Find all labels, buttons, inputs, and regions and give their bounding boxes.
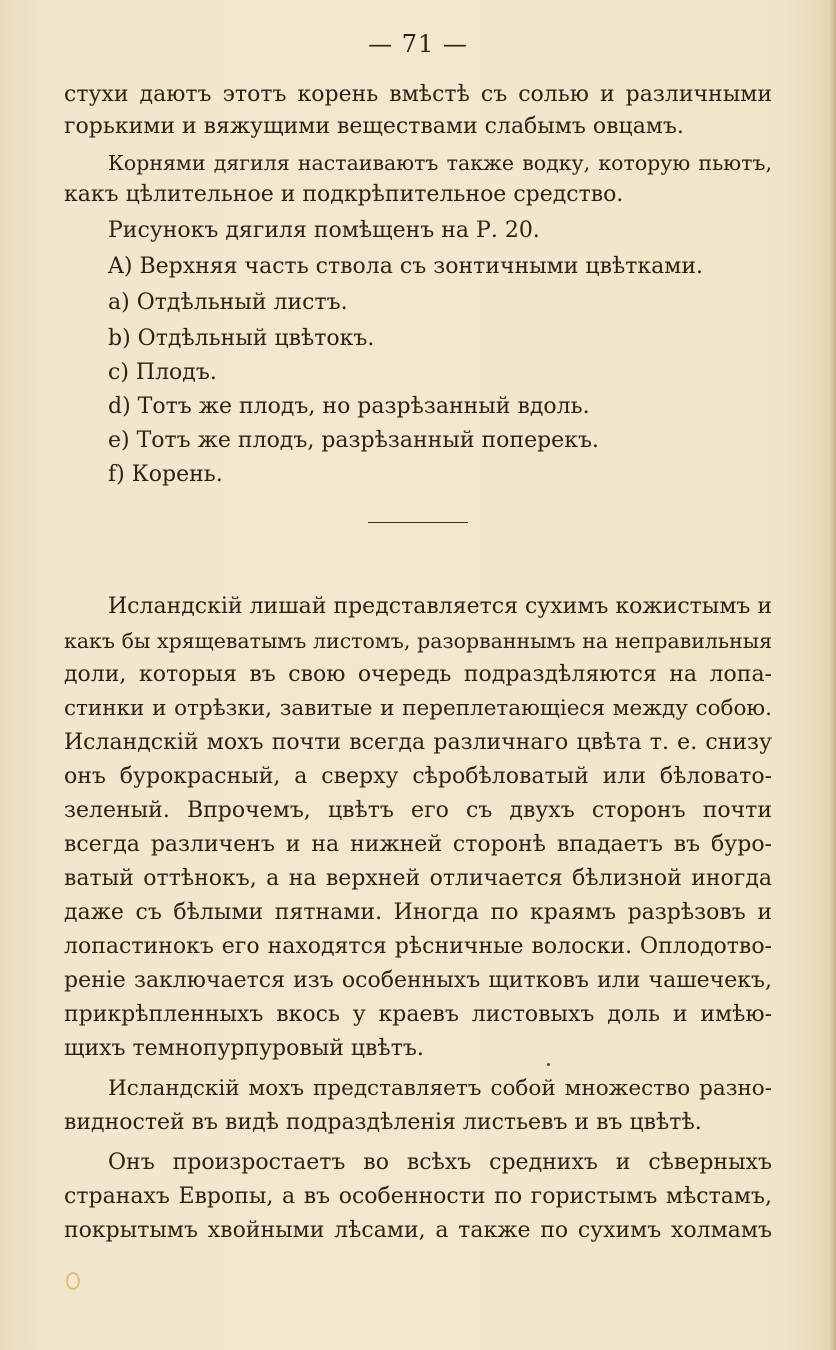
text-line: Исландскій мохъ почти всегда различнаго цвѣта т. е. снизу [64, 730, 772, 755]
text-line: щихъ темнопурпуровый цвѣтъ. [64, 1036, 424, 1061]
text-line: видностей въ видѣ подраздѣленія листьевъ и въ цвѣтѣ. [64, 1110, 702, 1135]
figure-legend-item: a) Отдѣльный листъ. [108, 290, 348, 315]
figure-legend-item: b) Отдѣльный цвѣтокъ. [108, 326, 375, 351]
text-line: доли, которыя въ свою очередь подраздѣляются на лопа- [64, 662, 772, 687]
text-line: покрытымъ хвойными лѣсами, а также по сухимъ холмамъ [64, 1218, 772, 1243]
text-line: горькими и вяжущими веществами слабымъ овцамъ. [64, 114, 684, 139]
figure-legend-item: c) Плодъ. [108, 360, 217, 385]
page-number: — 71 — [368, 30, 468, 58]
page-edge [830, 0, 836, 1350]
text-line: ватый оттѣнокъ, а на верхней отличается бѣлизной иногда [64, 866, 772, 891]
text-line: лопастинокъ его находятся рѣсничные волоски. Оплодотво- [64, 934, 772, 959]
text-line: прикрѣпленныхъ вкось у краевъ листовыхъ доль и имѣю- [64, 1002, 772, 1027]
text-line: какъ бы хрящеватымъ листомъ, разорваннымъ на неправильныя [64, 629, 772, 653]
figure-legend-item: d) Тотъ же плодъ, но разрѣзанный вдоль. [108, 394, 590, 419]
section-divider [368, 522, 468, 523]
text-line: странахъ Европы, а въ особенности по гористымъ мѣстамъ, [64, 1184, 772, 1209]
text-line: даже съ бѣлыми пятнами. Иногда по краямъ разрѣзовъ и [64, 900, 772, 925]
figure-legend-item: f) Корень. [108, 462, 223, 487]
text-line: стинки и отрѣзки, завитые и переплетающіеся между собою. [64, 696, 772, 721]
text-line: Онъ произростаетъ во всѣхъ среднихъ и сѣверныхъ [108, 1150, 772, 1175]
text-line: Исландскій лишай представляется сухимъ кожистымъ и [108, 594, 773, 619]
figure-legend-item: e) Тотъ же плодъ, разрѣзанный поперекъ. [108, 428, 599, 453]
paper-stain [66, 1272, 80, 1290]
text-line: всегда различенъ и на нижней сторонѣ впадаетъ въ буро- [64, 832, 772, 857]
figure-legend-item: A) Верхняя часть ствола съ зонтичными цвѣтками. [108, 254, 704, 279]
text-line: реніе заключается изъ особенныхъ щитковъ или чашечекъ, [64, 968, 772, 993]
text-line: зеленый. Впрочемъ, цвѣтъ его съ двухъ сторонъ почти [64, 798, 772, 823]
text-line: какъ цѣлительное и подкрѣпительное средство. [64, 182, 624, 207]
text-line: Рисунокъ дягиля помѣщенъ на Р. 20. [108, 218, 540, 243]
text-line: Корнями дягиля настаиваютъ также водку, которую пьютъ, [108, 151, 772, 175]
text-line: стухи даютъ этотъ корень вмѣстѣ съ солью и различными [64, 82, 772, 107]
ink-speck [547, 1063, 550, 1066]
text-line: онъ бурокрасный, а сверху сѣробѣловатый или бѣловато- [64, 764, 772, 789]
text-line: Исландскій мохъ представляетъ собой множество разно- [108, 1076, 772, 1101]
